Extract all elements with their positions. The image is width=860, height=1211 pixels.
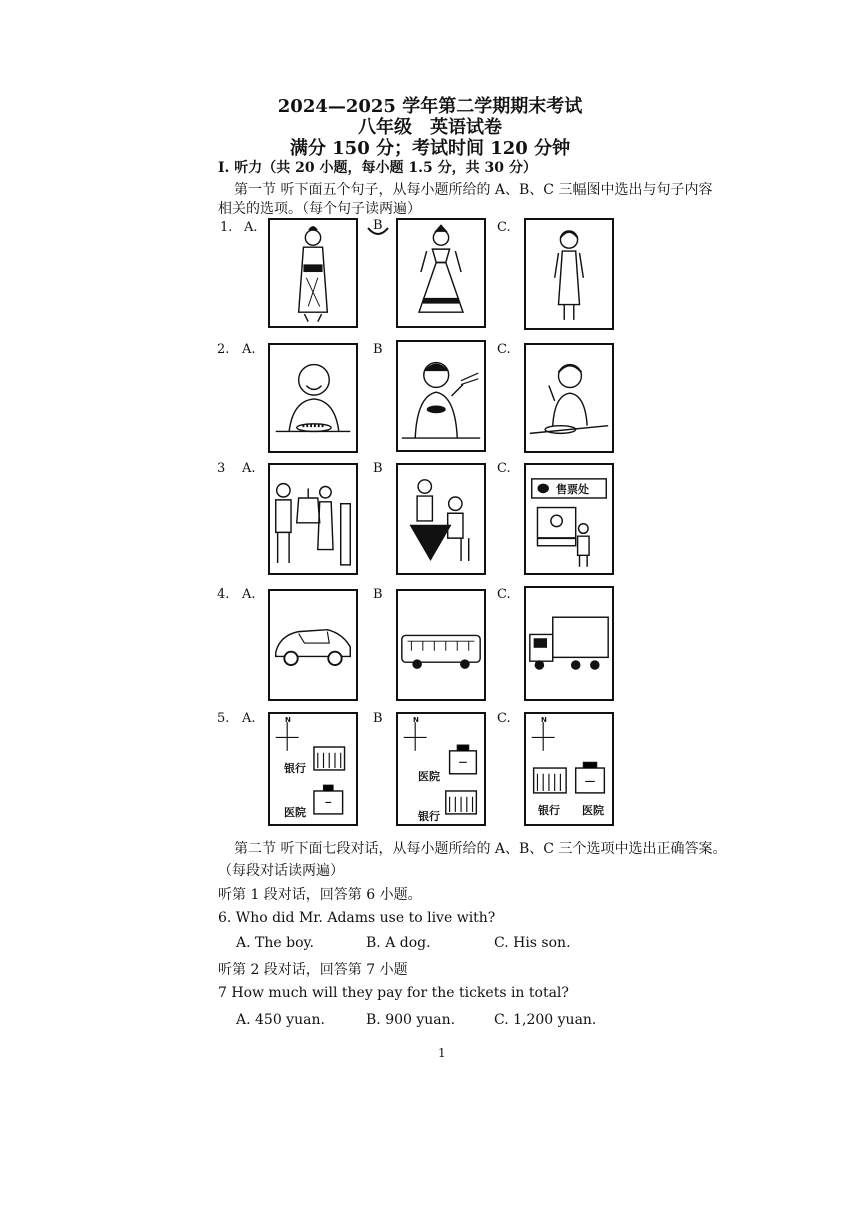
qipao-woman-icon	[526, 220, 612, 328]
man-eating-icon	[270, 345, 356, 451]
answer-mark-icon	[366, 226, 390, 242]
question-number: 3	[217, 461, 226, 476]
part1-instruction-line1: 第一节 听下面五个句子，从每小题所给的 A、B、C 三幅图中选出与句子内容	[234, 182, 713, 198]
exam-grade-subject: 八年级 英语试卷	[358, 117, 502, 138]
map-icon	[398, 714, 484, 824]
picture-4c-truck[interactable]	[524, 586, 614, 701]
q7-option-b[interactable]: B. 900 yuan.	[366, 1012, 456, 1028]
picture-1b-hanbok-woman[interactable]	[396, 218, 486, 328]
page-number: 1	[438, 1046, 446, 1060]
bank-label: 银行	[538, 804, 560, 817]
option-a-label: A.	[242, 711, 256, 726]
picture-1c-qipao-woman[interactable]	[524, 218, 614, 330]
option-c-label: C.	[497, 587, 511, 602]
clothes-shop-icon	[270, 465, 356, 573]
q6-option-a[interactable]: A. The boy.	[236, 935, 314, 951]
picture-2c-boy-with-fork[interactable]	[524, 343, 614, 453]
part2-instruction-line2: （每段对话读两遍）	[218, 863, 344, 879]
part2-instruction-line1: 第二节 听下面七段对话，从每小题所给的 A、B、C 三个选项中选出正确答案。	[234, 841, 727, 857]
option-c-label: C.	[497, 711, 511, 726]
exam-score-time: 满分 150 分；考试时间 120 分钟	[289, 138, 571, 159]
hospital-label: 医院	[418, 770, 440, 783]
exam-title: 2024—2025 学年第二学期期末考试	[277, 96, 583, 117]
option-c-label: C.	[497, 342, 511, 357]
bus-icon	[398, 591, 484, 699]
option-b-label: B	[373, 711, 383, 726]
hanbok-woman-icon	[398, 220, 484, 326]
question-number: 2.	[217, 342, 230, 357]
option-b-label: B	[373, 461, 383, 476]
picture-5a-map[interactable]	[268, 712, 358, 826]
q7-option-c[interactable]: C. 1,200 yuan.	[494, 1012, 597, 1028]
ticket-office-sign: 售票处	[556, 483, 589, 496]
option-a-label: A.	[244, 220, 258, 235]
bank-label: 银行	[284, 762, 306, 775]
dialog-2-instruction: 听第 2 段对话，回答第 7 小题	[218, 962, 408, 978]
option-a-label: A.	[242, 342, 256, 357]
map-icon	[270, 714, 356, 824]
north-label: N	[413, 716, 419, 724]
picture-5b-map[interactable]	[396, 712, 486, 826]
picture-2b-man-with-chopsticks[interactable]	[396, 340, 486, 452]
option-c-label: C.	[497, 220, 511, 235]
boy-fork-icon	[526, 345, 612, 451]
question-number: 5.	[217, 711, 230, 726]
option-b-label: B	[373, 218, 383, 233]
question-number: 4.	[217, 587, 230, 602]
question-number: 1.	[220, 220, 233, 235]
q6-option-b[interactable]: B. A dog.	[366, 935, 431, 951]
picture-1a-kimono-woman[interactable]	[268, 218, 358, 328]
section-heading: I. 听力（共 20 小题，每小题 1.5 分，共 30 分）	[218, 160, 537, 176]
kimono-woman-icon	[270, 220, 356, 326]
north-label: N	[541, 716, 547, 724]
restaurant-icon	[398, 465, 484, 573]
picture-4b-bus[interactable]	[396, 589, 486, 701]
question-6: 6. Who did Mr. Adams use to live with?	[218, 910, 496, 926]
picture-3b-restaurant-table[interactable]	[396, 463, 486, 575]
part1-instruction-line2: 相关的选项。（每个句子读两遍）	[218, 201, 421, 217]
option-a-label: A.	[242, 587, 256, 602]
picture-2a-man-eating-rice[interactable]	[268, 343, 358, 453]
picture-3c-ticket-office[interactable]	[524, 463, 614, 575]
car-icon	[270, 591, 356, 699]
option-b-label: B	[373, 342, 383, 357]
hospital-label: 医院	[582, 804, 604, 817]
picture-3a-clothes-shop[interactable]	[268, 463, 358, 575]
q7-option-a[interactable]: A. 450 yuan.	[236, 1012, 325, 1028]
picture-4a-car[interactable]	[268, 589, 358, 701]
hospital-label: 医院	[284, 806, 306, 819]
north-label: N	[285, 716, 291, 724]
picture-5c-map[interactable]	[524, 712, 614, 826]
question-7: 7 How much will they pay for the tickets in total?	[218, 985, 569, 1001]
truck-icon	[526, 588, 612, 699]
dialog-1-instruction: 听第 1 段对话，回答第 6 小题。	[218, 887, 422, 903]
option-c-label: C.	[497, 461, 511, 476]
option-b-label: B	[373, 587, 383, 602]
bank-label: 银行	[418, 810, 440, 823]
q6-option-c[interactable]: C. His son.	[494, 935, 571, 951]
option-a-label: A.	[242, 461, 256, 476]
man-chopsticks-icon	[398, 342, 484, 450]
